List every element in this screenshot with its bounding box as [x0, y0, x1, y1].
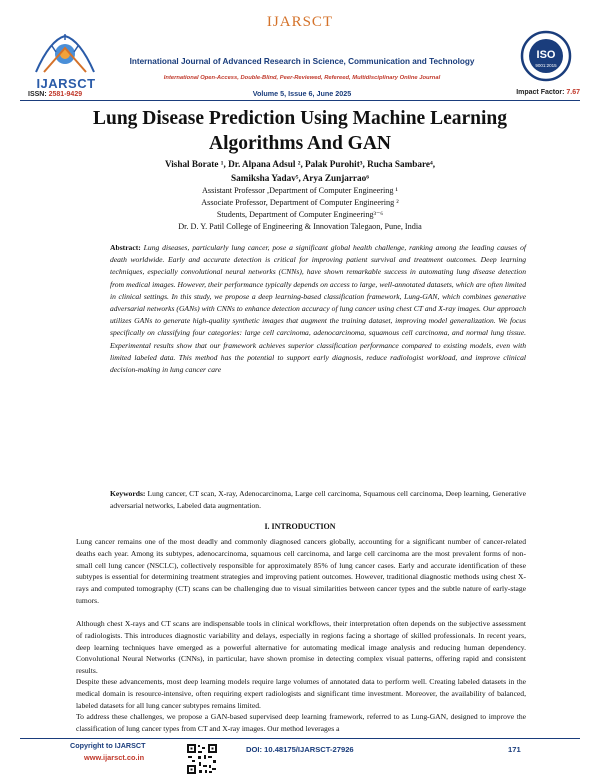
- logo-wordmark: IJARSCT: [36, 76, 96, 91]
- copyright: Copyright to IJARSCT: [70, 741, 146, 750]
- affiliation-1: Assistant Professor ,Department of Computer Engineering ¹: [202, 186, 398, 195]
- body-paragraph-3: Despite these advancements, most deep learning models require large volumes of annotated data to perform well. Creating labeled datasets in the medical domain is resource-intensive, often requiring expert radiologists and significant time investment. Moreover, the availability of balanced, labeled datasets for all lung cancer subtypes remains limited.: [76, 677, 526, 710]
- iso-certification-badge-icon: [520, 30, 572, 82]
- affiliation-4: Dr. D. Y. Patil College of Engineering & Innovation Talegaon, Pune, India: [178, 222, 422, 231]
- journal-title: International Journal of Advanced Research in Science, Communication and Technology: [129, 57, 475, 66]
- abstract-label: Abstract:: [110, 243, 144, 252]
- issn: ISSN: 2581-9429: [28, 91, 83, 98]
- iso-badge-label: ISO: [536, 49, 556, 61]
- section-heading: I. INTRODUCTION: [264, 522, 336, 531]
- body-paragraph-2: Although chest X-rays and CT scans are indispensable tools in clinical workflows, their interpretation often depends on the subjective assessment of radiologists. This introduces diagnostic variability and delays, especially in regions facing a shortage of skilled professionals. In recent years, deep learning techniques have emerged as a powerful alternative for automating medical image analysis and reducing human dependency. Convolutional Neural Networks (CNNs), in particular, have shown promise in detecting complex visual patterns, offering rapid and consistent results.: [76, 619, 526, 676]
- affiliation-3: Students, Department of Computer Engineering³⁻⁶: [216, 210, 384, 219]
- volume-issue: Volume 5, Issue 6, June 2025: [252, 89, 352, 98]
- footer-divider: [20, 738, 580, 739]
- body-paragraph-1: Lung cancer remains one of the most deadly and commonly diagnosed cancers globally, accounting for a significant number of cancer-related deaths each year. Among its subtypes, adenocarcinoma, squamous cell carcinoma, and large cell carcinoma are the most prevalent forms of non-small cell lung cancer (NSCLC), collectively responsible for approximately 85% of lung cancer cases. Early and accurate identification of these subtypes is essential for determining treatment strategies and improving patient outcomes. However, traditional diagnostic methods using chest X-rays and computed tomography (CT) scans can be challenging due to visual similarities between cancer types and the subtle nature of early-stage tumors.: [76, 537, 526, 605]
- journal-subtitle: International Open-Access, Double-Blind, Peer-Reviewed, Refereed, Multidisciplinary Online Journal: [163, 75, 441, 81]
- qr-code-icon: [186, 743, 218, 775]
- doi[interactable]: DOI: 10.48175/IJARSCT-27926: [246, 745, 354, 754]
- abstract-text: Lung diseases, particularly lung cancer, pose a significant global health challenge, ranking among the leading causes of death worldwide. Early and accurate detection is critical for improving patient survival and treatment outcomes. Deep learning techniques, especially convolutional neural networks (CNNs), have shown remarkable success in automating lung disease detection from medical images. However, their performance typically depends on access to large, well-annotated datasets, which are often limited in clinical settings. In this study, we propose a deep learning-based classification framework, Lung-GAN, which combines generative adversarial networks (GANs) with CNNs to enhance detection accuracy of lung cancer using chest CT and X-ray images. Our approach utilizes GANs to generate high-quality synthetic images that augment the training dataset, improving model generalization. We focus specifically on classifying four categories: large cell carcinoma, adenocarcinoma, squamous cell carcinoma, and normal lung tissue. Experimental results show that our framework achieves superior classification performance compared to existing models, even with limited labeled data. This method has the potential to support early diagnosis, reduce radiologist workload, and improve clinical decision-making in lung cancer care: [110, 243, 527, 375]
- journal-logo-icon: [30, 32, 100, 78]
- keywords: [110, 488, 526, 512]
- keywords-label: Keywords:: [110, 489, 148, 498]
- iso-badge-number: 9001:2015: [535, 63, 557, 68]
- header-divider: [20, 100, 580, 101]
- journal-abbreviation: IJARSCT: [266, 14, 334, 30]
- impact-factor: Impact Factor: 7.67: [516, 89, 580, 96]
- page-number: 171: [508, 745, 521, 754]
- abstract: [110, 242, 526, 376]
- keywords-text: Lung cancer, CT scan, X-ray, Adenocarcinoma, Large cell carcinoma, Squamous cell carcinoma, Deep learning, Generative adversarial networks, Labeled data augmentation.: [110, 489, 526, 511]
- paper-title: Lung Disease Prediction Using Machine Learning Algorithms And GAN: [92, 108, 508, 154]
- author-list: Vishal Borate ¹, Dr. Alpana Adsul ², Palak Purohit³, Rucha Sambare⁴, Samiksha Yadav⁵, Arya Zunjarrao⁶: [164, 159, 436, 183]
- affiliation-2: Associate Professor, Department of Computer Engineering ²: [201, 198, 399, 207]
- website-link[interactable]: www.ijarsct.co.in: [84, 753, 145, 762]
- body-paragraph-4: To address these challenges, we propose a GAN-based supervised deep learning framework, referred to as Lung-GAN, designed to improve the classification of lung cancer types from CT and X-ray images. Our method leverages a: [76, 712, 526, 733]
